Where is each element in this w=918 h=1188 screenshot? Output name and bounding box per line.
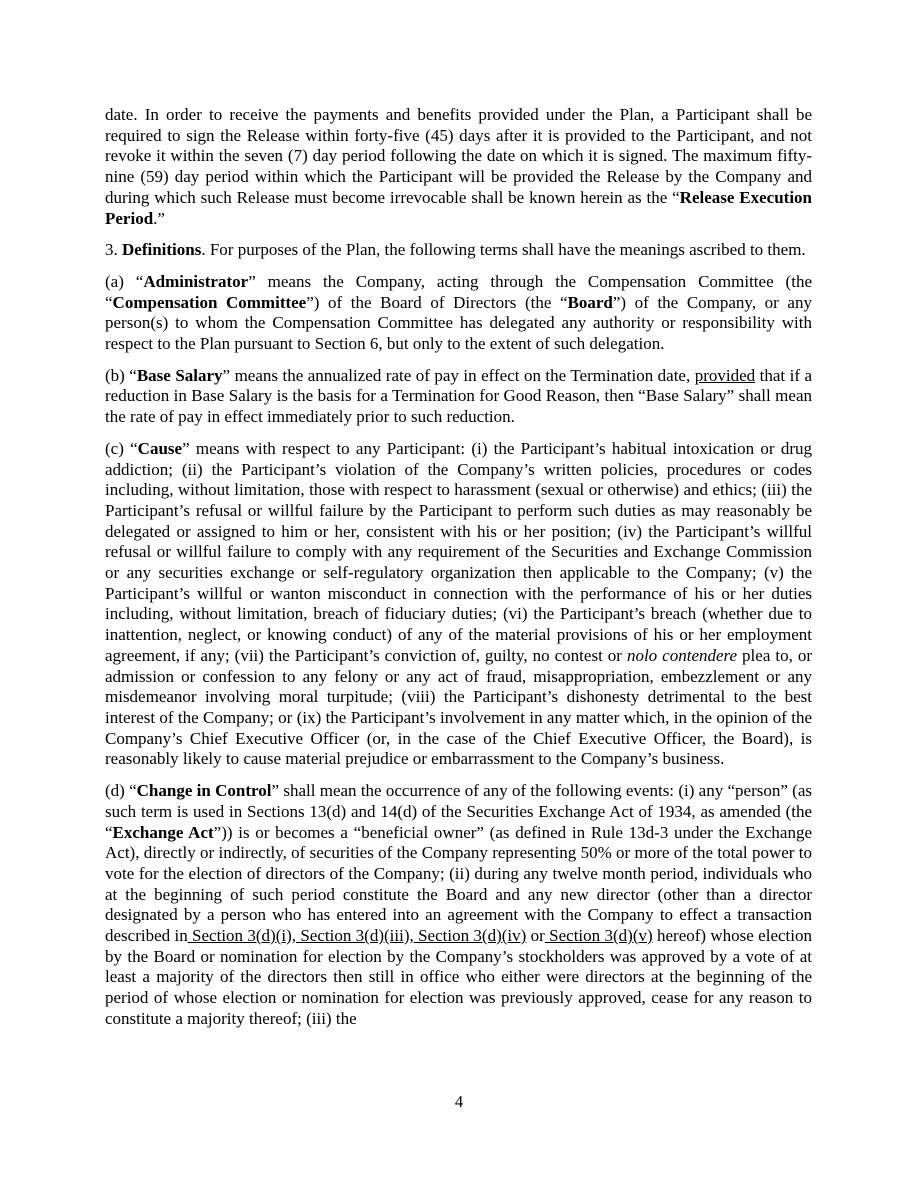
text-run: 3. <box>105 240 122 260</box>
text-run: (d) “ <box>105 781 137 801</box>
text-run: (a) “ <box>105 271 144 291</box>
text-run: nolo contendere <box>626 645 738 665</box>
text-run: Definitions <box>122 240 202 260</box>
text-run: . For purposes of the Plan, the following terms shall have the meanings ascribed to them. <box>201 240 806 260</box>
text-run: ”) of the Board of Directors (the “ <box>306 292 568 312</box>
page-number: 4 <box>454 1092 464 1111</box>
text-run: ”)) is or becomes a “beneficial owner” (as defined in Rule 13d-3 under the Exchange Act), directly or indirectly, of securities of the Company representing 50% or more of the total power to vote for the election of directors of the Company; (ii) during any twelve month period, individuals who at the beginning of such period constitute the Board and any new director (other than a director designated by a person who has entered into an agreement with the Company to effect a transaction described in <box>105 822 812 946</box>
text-run: plea to, or admission or confession to any felony or any act of fraud, misappropriation, embezzlement or any misdemeanor involving moral turpitude; (viii) the Participant’s dishonesty detrimental to the best interest of the Company; or (ix) the Participant’s involvement in any matter which, in the opinion of the Company’s Chief Executive Officer (or, in the case of the Chief Executive Officer, the Board), is reasonably likely to cause material prejudice or embarrassment to the Company’s business. <box>105 645 812 769</box>
text-run: Section 3(d)(i), Section 3(d)(iii), Section 3(d)(iv) <box>187 926 527 946</box>
document-body <box>105 105 812 1030</box>
text-run: Base Salary <box>136 365 223 385</box>
text-run: Administrator <box>143 271 249 291</box>
text-run: Compensation Committee <box>112 292 307 312</box>
text-run: hereof) whose election by the Board or nomination for election by the Company’s stockholders was approved by a vote of at least a majority of the directors then still in office who either were directors at the beginning of the period of whose election or nomination for election was previously approved, cease for any reason to constitute a majority thereof; (iii) the <box>105 926 812 1028</box>
text-run: ” means the annualized rate of pay in effect on the Termination date, <box>222 365 695 385</box>
text-run: that if a reduction in Base Salary is the basis for a Termination for Good Reason, then “Base Salary” shall mean the rate of pay in effect immediately prior to such reduction. <box>105 365 812 427</box>
text-run: ” means with respect to any Participant: (i) the Participant’s habitual intoxication or drug addiction; (ii) the Participant’s violation of the Company’s written policies, procedures or codes including, without limitation, those with respect to harassment (sexual or otherwise) and ethics; (iii) the Participant’s refusal or willful failure by the Participant to perform such duties as may reasonably be delegated or assigned to him or her, consistent with his or her position; (iv) the Participant’s willful refusal or willful failure to comply with any requirement of the Securities and Exchange Commission or any securities exchange or self-regulatory organization then applicable to the Company; (v) the Participant’s willful or wanton misconduct in connection with the performance of his or her duties including, without limitation, breach of fiduciary duties; (vi) the Participant’s breach (whether due to inattention, neglect, or knowing conduct) of any of the material provisions of his or her employment agreement, if any; (vii) the Participant’s conviction of, guilty, no contest or <box>105 438 812 665</box>
text-run: or <box>526 926 545 946</box>
text-run: Release Execution Period <box>105 187 812 228</box>
text-run: (b) “ <box>105 365 137 385</box>
text-run: date. In order to receive the payments and benefits provided under the Plan, a Participant shall be required to sign the Release within forty-five (45) days after it is provided to the Participant, and not revoke it within the seven (7) day period following the date on which it is signed. The maximum fifty-nine (59) day period within which the Participant will be provided the Release by the Company and during which such Release must become irrevocable shall be known herein as the “ <box>105 105 812 207</box>
text-run: Board <box>567 292 613 312</box>
definition-cause <box>105 439 812 770</box>
definition-administrator <box>105 272 812 355</box>
text-run: provided <box>694 365 756 385</box>
text-run: ” means the Company, acting through the Compensation Committee (the “ <box>105 271 812 312</box>
text-run: ” shall mean the occurrence of any of the following events: (i) any “person” (as such term is used in Sections 13(d) and 14(d) of the Securities Exchange Act of 1934, as amended (the “ <box>105 781 812 842</box>
text-run: .” <box>153 208 165 228</box>
paragraph-definitions-heading <box>105 240 812 261</box>
definition-change-in-control <box>105 781 812 1029</box>
text-run: ”) of the Company, or any person(s) to whom the Compensation Committee has delegated any authority or responsibility with respect to the Plan pursuant to Section 6, but only to the extent of such delegation. <box>105 292 812 354</box>
text-run: Change in Control <box>136 781 272 801</box>
text-run: Exchange Act <box>112 822 214 842</box>
text-run: (c) “ <box>105 438 138 458</box>
paragraph-release-execution-period <box>105 105 812 229</box>
definition-base-salary <box>105 366 812 428</box>
text-run: Cause <box>137 438 183 458</box>
text-run: Section 3(d)(v) <box>544 926 653 946</box>
